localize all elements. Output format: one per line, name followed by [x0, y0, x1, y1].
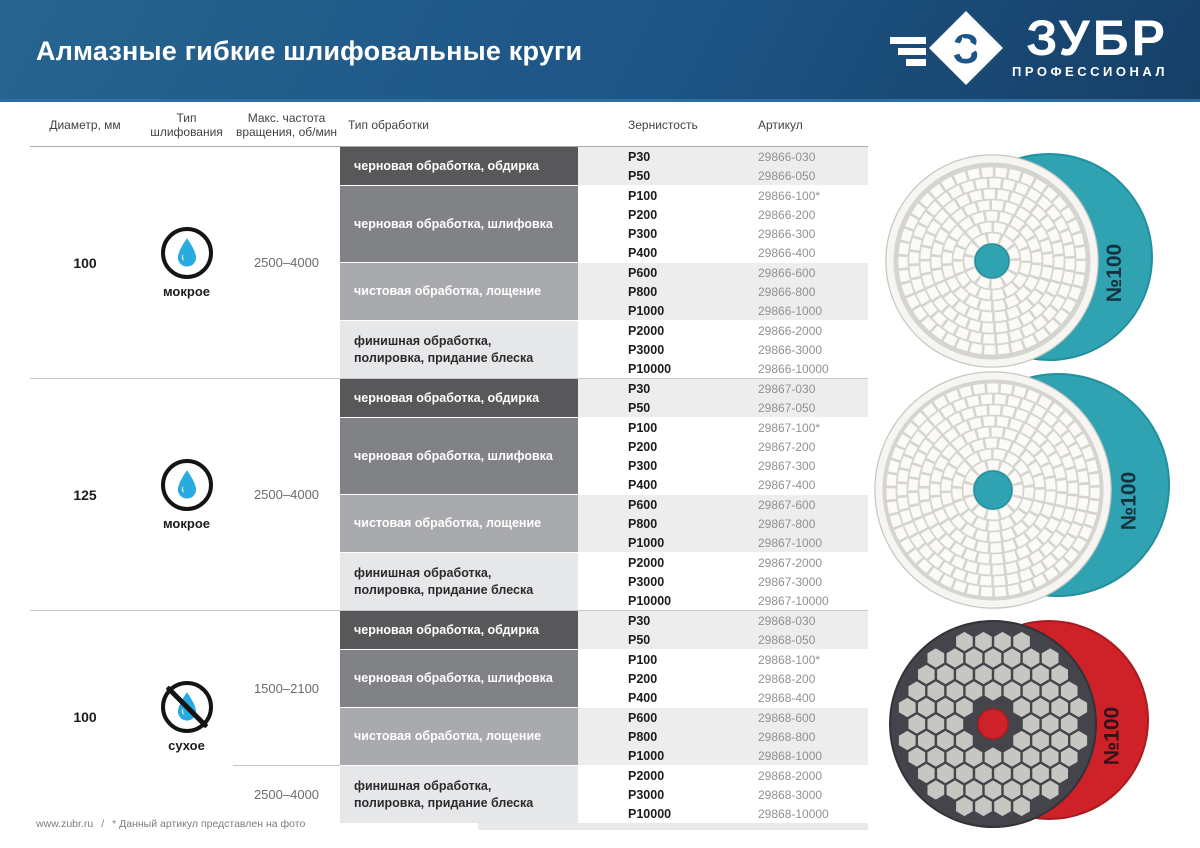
table-row — [578, 688, 868, 707]
brand-logo — [888, 8, 1168, 90]
grit-rows — [578, 418, 868, 494]
table-row — [578, 746, 868, 765]
processing-section — [340, 379, 868, 417]
grit-value: P30 — [628, 149, 651, 164]
grit-value: P200 — [628, 207, 658, 222]
table-row — [578, 166, 868, 185]
processing-type-cell: черновая обработка, обдирка — [340, 147, 578, 185]
article-number: 29866-400 — [758, 245, 816, 260]
table-row — [578, 572, 868, 591]
article-number: 29867-400 — [758, 477, 816, 492]
grit-rows — [578, 147, 868, 185]
table-row — [578, 437, 868, 456]
grind-type-cell — [140, 147, 233, 378]
col-header-max-speed: Макс. частота вращения, об/мин — [235, 110, 338, 139]
article-number: 29867-2000 — [758, 555, 823, 570]
table-row — [578, 766, 868, 785]
grit-value: P50 — [628, 632, 651, 647]
table-row — [578, 340, 868, 359]
processing-type-cell: чистовая обработка, лощение — [340, 263, 578, 320]
article-number: 29868-100* — [758, 652, 821, 667]
grind-type-cell — [140, 611, 233, 823]
svg-text:№100: №100 — [1117, 471, 1141, 531]
table-bottom-strip — [478, 823, 868, 830]
grit-rows — [578, 186, 868, 262]
table-row — [578, 514, 868, 533]
article-number: 29867-600 — [758, 497, 816, 512]
article-number: 29867-1000 — [758, 535, 823, 550]
processing-type-cell: финишная обработка, полировка, придание блеска — [340, 766, 578, 823]
processing-section — [340, 552, 868, 610]
article-number: 29868-800 — [758, 729, 816, 744]
table-row — [578, 456, 868, 475]
table-row — [578, 630, 868, 649]
article-number: 29868-1000 — [758, 748, 823, 763]
water-drop-icon — [161, 227, 213, 279]
article-number: 29866-3000 — [758, 342, 823, 357]
article-number: 29866-100* — [758, 188, 821, 203]
article-number: 29867-200 — [758, 439, 816, 454]
grit-value: P100 — [628, 188, 658, 203]
article-number: 29868-2000 — [758, 768, 823, 783]
grit-value: P1000 — [628, 303, 665, 318]
processing-type-cell: черновая обработка, шлифовка — [340, 650, 578, 707]
sections-column — [340, 147, 868, 378]
processing-section — [340, 262, 868, 320]
grit-value: P50 — [628, 168, 651, 183]
processing-type-cell: черновая обработка, обдирка — [340, 611, 578, 649]
table-group — [30, 378, 868, 610]
grit-rows — [578, 495, 868, 552]
grit-value: P100 — [628, 652, 658, 667]
article-number: 29866-200 — [758, 207, 816, 222]
article-number: 29867-050 — [758, 400, 816, 415]
grit-value: P600 — [628, 497, 658, 512]
processing-section — [340, 320, 868, 378]
article-number: 29867-3000 — [758, 574, 823, 589]
grit-value: P400 — [628, 477, 658, 492]
table-row — [578, 553, 868, 572]
table-row — [578, 533, 868, 552]
max-speed-value: 1500–2100 — [253, 680, 320, 696]
table-row — [578, 186, 868, 205]
article-number: 29866-1000 — [758, 303, 823, 318]
article-number: 29868-030 — [758, 613, 816, 628]
grind-type-label: мокрое — [162, 283, 210, 299]
article-number: 29868-3000 — [758, 787, 823, 802]
no-water-icon — [161, 681, 213, 733]
grit-value: P800 — [628, 284, 658, 299]
processing-type-cell: черновая обработка, шлифовка — [340, 186, 578, 262]
grit-value: P2000 — [628, 768, 665, 783]
table-row — [578, 398, 868, 417]
page-footer — [36, 818, 305, 830]
max-speed-value: 2500–4000 — [253, 255, 320, 270]
grit-value: P3000 — [628, 574, 665, 589]
diameter-value: 125 — [73, 486, 97, 503]
grit-rows — [578, 321, 868, 378]
table-row — [578, 301, 868, 320]
table-row — [578, 495, 868, 514]
table-row — [578, 147, 868, 166]
brand-subtitle: ПРОФЕССИОНАЛ — [1011, 64, 1168, 79]
article-number: 29868-400 — [758, 690, 816, 705]
processing-type-cell: чистовая обработка, лощение — [340, 495, 578, 552]
grit-value: P800 — [628, 729, 658, 744]
grit-rows — [578, 379, 868, 417]
max-speed-cell — [233, 611, 340, 823]
max-speed-cell — [233, 379, 340, 610]
grit-rows — [578, 263, 868, 320]
grit-rows — [578, 611, 868, 649]
article-number: 29867-030 — [758, 381, 816, 396]
grit-value: P800 — [628, 516, 658, 531]
grit-value: P2000 — [628, 323, 665, 338]
grit-value: P2000 — [628, 555, 665, 570]
grit-rows — [578, 553, 868, 610]
grit-value: P600 — [628, 265, 658, 280]
grit-value: P10000 — [628, 806, 672, 821]
table-body — [30, 147, 868, 823]
table-row — [578, 785, 868, 804]
grit-value: P300 — [628, 458, 658, 473]
sections-column — [340, 379, 868, 610]
grit-value: P300 — [628, 226, 658, 241]
product-image-dry-disc — [880, 612, 1182, 839]
article-number: 29867-300 — [758, 458, 816, 473]
diameter-value: 100 — [73, 709, 97, 725]
grit-value: P400 — [628, 245, 658, 260]
processing-type-cell: чистовая обработка, лощение — [340, 708, 578, 765]
processing-type-cell: черновая обработка, шлифовка — [340, 418, 578, 494]
grit-rows — [578, 708, 868, 765]
grit-value: P10000 — [628, 361, 672, 376]
processing-section — [340, 494, 868, 552]
article-number: 29866-030 — [758, 149, 816, 164]
processing-section — [340, 649, 868, 707]
grit-value: P3000 — [628, 787, 665, 802]
table-row — [578, 243, 868, 262]
col-header-diameter: Диаметр, мм — [49, 117, 121, 132]
product-image-wet-disc — [866, 368, 1200, 617]
article-number: 29867-800 — [758, 516, 816, 531]
table-row — [578, 263, 868, 282]
table-header-row — [30, 105, 868, 147]
water-drop-icon — [161, 459, 213, 511]
table-group — [30, 610, 868, 823]
table-row — [578, 650, 868, 669]
footer-separator: / — [101, 818, 105, 830]
table-row — [578, 282, 868, 301]
grit-value: P1000 — [628, 748, 665, 763]
table-row — [578, 727, 868, 746]
article-number: 29868-050 — [758, 632, 816, 647]
grit-value: P1000 — [628, 535, 665, 550]
table-row — [578, 611, 868, 630]
grit-value: P30 — [628, 381, 651, 396]
grit-value: P100 — [628, 420, 658, 435]
processing-section — [340, 707, 868, 765]
processing-section — [340, 185, 868, 262]
table-row — [578, 708, 868, 727]
max-speed-value: 2500–4000 — [253, 487, 320, 502]
table-row — [578, 224, 868, 243]
processing-section — [340, 765, 868, 823]
svg-text:№100: №100 — [1100, 706, 1124, 766]
grit-value: P50 — [628, 400, 651, 415]
article-number: 29866-2000 — [758, 323, 823, 338]
table-row — [578, 359, 868, 378]
max-speed-cell — [233, 147, 340, 378]
table-row — [578, 379, 868, 398]
article-number: 29867-10000 — [758, 593, 829, 608]
page-title: Алмазные гибкие шлифовальные круги — [36, 36, 583, 66]
article-number: 29866-300 — [758, 226, 816, 241]
table-row — [578, 418, 868, 437]
product-image-wet-disc — [878, 148, 1190, 379]
col-header-article: Артикул — [758, 117, 803, 132]
article-number: 29867-100* — [758, 420, 821, 435]
article-number: 29866-050 — [758, 168, 816, 183]
processing-section — [340, 417, 868, 494]
grit-value: P200 — [628, 439, 658, 454]
grind-type-label: мокрое — [162, 515, 210, 531]
table-row — [578, 591, 868, 610]
article-number: 29866-600 — [758, 265, 816, 280]
grind-type-label: сухое — [168, 738, 205, 753]
col-header-grind-type: Тип шлифования — [150, 110, 223, 139]
grit-value: P30 — [628, 613, 651, 628]
grit-value: P600 — [628, 710, 658, 725]
table-row — [578, 205, 868, 224]
article-number: 29868-10000 — [758, 806, 829, 821]
grit-rows — [578, 650, 868, 707]
article-number: 29868-200 — [758, 671, 816, 686]
table-row — [578, 475, 868, 494]
max-speed-value: 2500–4000 — [233, 765, 340, 822]
website-link[interactable]: www.zubr.ru — [36, 818, 94, 830]
processing-section — [340, 147, 868, 185]
diameter-value: 100 — [73, 254, 97, 271]
article-number: 29868-600 — [758, 710, 816, 725]
col-header-processing: Тип обработки — [348, 117, 429, 132]
article-number: 29866-800 — [758, 284, 816, 299]
sections-column — [340, 611, 868, 823]
footnote: * Данный артикул представлен на фото — [112, 818, 306, 830]
processing-type-cell: черновая обработка, обдирка — [340, 379, 578, 417]
grit-value: P3000 — [628, 342, 665, 357]
grit-value: P10000 — [628, 593, 672, 608]
table-row — [578, 804, 868, 823]
processing-section — [340, 611, 868, 649]
grit-value: P400 — [628, 690, 658, 705]
svg-text:№100: №100 — [1103, 243, 1127, 303]
col-header-grit: Зернистость — [628, 117, 698, 132]
grind-type-cell — [140, 379, 233, 610]
processing-type-cell: финишная обработка, полировка, придание блеска — [340, 553, 578, 610]
grit-rows — [578, 766, 868, 823]
table-row — [578, 321, 868, 340]
grit-value: P200 — [628, 671, 658, 686]
article-number: 29866-10000 — [758, 361, 829, 376]
product-table — [30, 105, 868, 830]
table-row — [578, 669, 868, 688]
page-header — [0, 0, 1200, 102]
brand-name: ЗУБР — [1026, 10, 1168, 66]
processing-type-cell: финишная обработка, полировка, придание блеска — [340, 321, 578, 378]
table-group — [30, 147, 868, 378]
zubr-logo-icon — [888, 8, 1006, 90]
